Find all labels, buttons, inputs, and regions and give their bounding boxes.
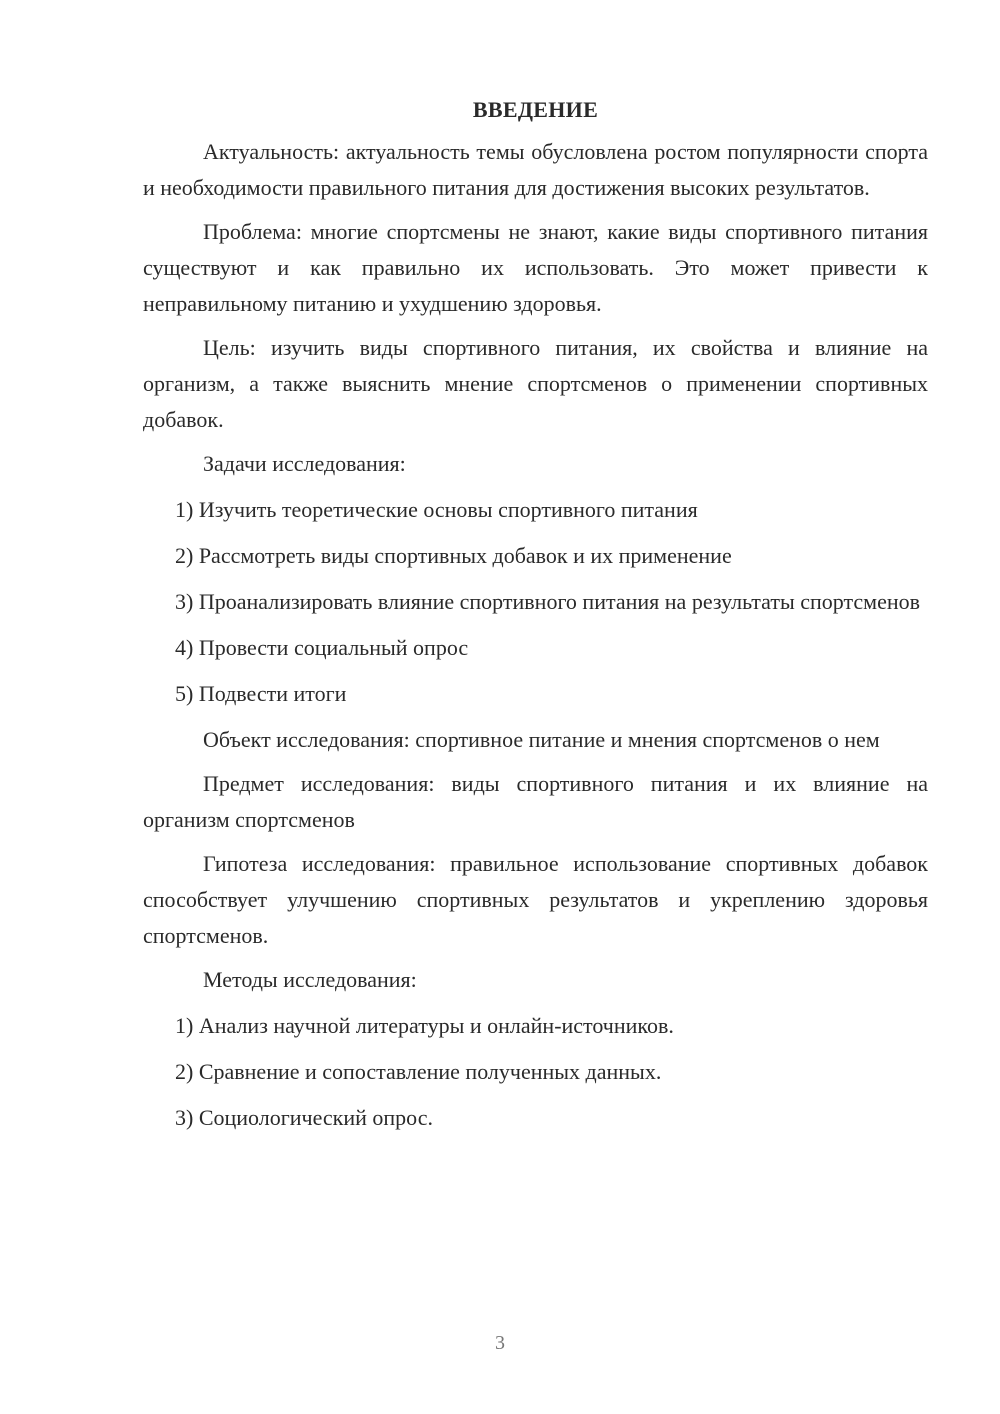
method-item: 2) Сравнение и сопоставление полученных данных. (175, 1059, 662, 1084)
subject-paragraph: Предмет исследования: виды спортивного питания и их влияние на организм спортсменов (143, 771, 928, 832)
task-item: 1) Изучить теоретические основы спортивного питания (175, 497, 698, 522)
methods-heading: Методы исследования: (203, 967, 417, 992)
problem-paragraph: Проблема: многие спортсмены не знают, какие виды спортивного питания существуют и как правильно их использовать. Это может привести к неправильному питанию и ухудшению здоровья. (143, 219, 928, 316)
task-item: 2) Рассмотреть виды спортивных добавок и их применение (175, 543, 732, 568)
tasks-heading: Задачи исследования: (203, 451, 406, 476)
task-item: 4) Провести социальный опрос (175, 635, 469, 660)
page-number: 3 (495, 1332, 505, 1354)
document-page (143, 92, 928, 1146)
page-title: ВВЕДЕНИЕ (472, 97, 599, 122)
task-item: 3) Проанализировать влияние спортивного питания на результаты спортсменов (175, 589, 921, 614)
relevance-paragraph: Актуальность: актуальность темы обусловлена ростом популярности спорта и необходимости правильного питания для достижения высоких результатов. (143, 139, 928, 200)
task-item: 5) Подвести итоги (175, 681, 347, 706)
hypothesis-paragraph: Гипотеза исследования: правильное использование спортивных добавок способствует улучшению спортивных результатов и укреплению здоровья спортсменов. (143, 851, 928, 948)
goal-paragraph: Цель: изучить виды спортивного питания, их свойства и влияние на организм, а также выяснить мнение спортсменов о применении спортивных добавок. (143, 335, 928, 432)
method-item: 1) Анализ научной литературы и онлайн-источников. (175, 1013, 674, 1038)
method-item: 3) Социологический опрос. (175, 1105, 433, 1130)
object-paragraph: Объект исследования: спортивное питание и мнения спортсменов о нем (203, 727, 880, 752)
